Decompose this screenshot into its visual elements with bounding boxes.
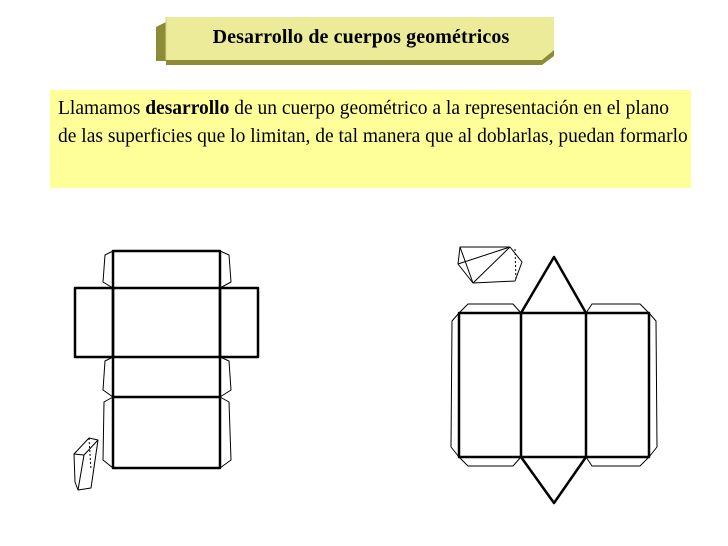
- definition-text: de un cuerpo geométrico a la representación en el plano de las superficies que lo limitan, de tal manera que al doblarlas, puedan formarlo: [58, 98, 688, 147]
- definition-term: desarrollo: [145, 98, 230, 119]
- triangular-prism-net: [451, 257, 657, 503]
- rectangular-net-tabs: [103, 251, 231, 468]
- triangular-prism-preview: [458, 247, 522, 283]
- rectangular-prism-net: [75, 251, 258, 468]
- slide-title: Desarrollo de cuerpos geométricos: [212, 26, 510, 48]
- rectangular-prism-preview: [74, 438, 98, 490]
- definition-prefix: Llamamos: [58, 98, 146, 119]
- triangular-net-tabs: [451, 304, 657, 466]
